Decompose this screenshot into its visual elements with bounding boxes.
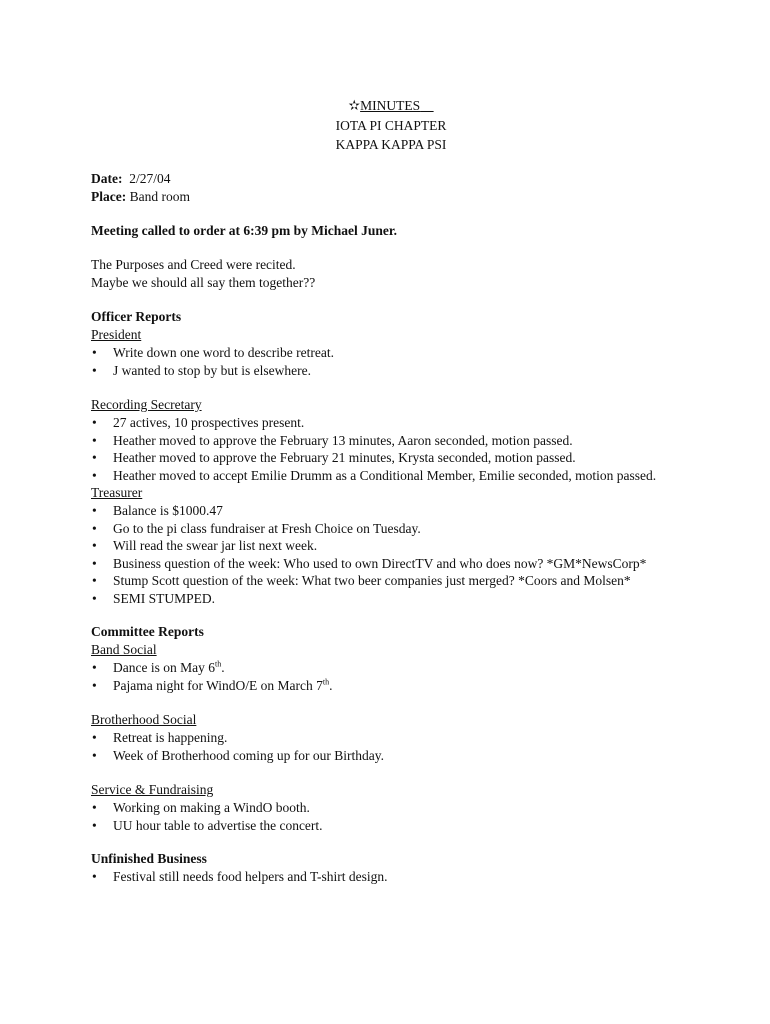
list-item: • Stump Scott question of the week: What two beer companies just merged? *Coors and Molsen*: [91, 572, 691, 590]
section-heading: Unfinished Business: [91, 851, 207, 866]
list-item: • Pajama night for WindO/E on March 7th.: [91, 677, 691, 695]
subsection-title: Treasurer: [91, 485, 143, 500]
section-heading: Officer Reports: [91, 309, 182, 324]
date-value: 2/27/04: [129, 171, 171, 186]
unfinished-business-section: [91, 850, 691, 886]
list-item: • Heather moved to approve the February 13 minutes, Aaron seconded, motion passed.: [91, 432, 691, 450]
call-to-order: Meeting called to order at 6:39 pm by Michael Juner.: [91, 223, 397, 238]
unfinished-business-list: [91, 868, 691, 886]
organization-name: KAPPA KAPPA PSI: [335, 137, 447, 152]
subsection-title: Brotherhood Social: [91, 712, 197, 727]
list-item: • Write down one word to describe retreat.: [91, 344, 691, 362]
intro-text: [91, 256, 691, 292]
list-item: • Go to the pi class fundraiser at Fresh Choice on Tuesday.: [91, 520, 691, 538]
intro-line: The Purposes and Creed were recited.: [91, 257, 296, 272]
subsection-title: Recording Secretary: [91, 397, 202, 412]
recording-secretary-list: [91, 414, 691, 484]
section-heading: Committee Reports: [91, 624, 204, 639]
list-item: • Heather moved to approve the February 21 minutes, Krysta seconded, motion passed.: [91, 449, 691, 467]
list-item: • Heather moved to accept Emilie Drumm as a Conditional Member, Emilie seconded, motion passed.: [91, 467, 691, 485]
subsection-title: Service & Fundraising: [91, 782, 214, 797]
date-label: Date:: [91, 171, 123, 186]
list-item: • Business question of the week: Who used to own DirectTV and who does now? *GM*NewsCorp*: [91, 555, 691, 573]
service-fundraising-list: [91, 799, 691, 834]
chapter-name: IOTA PI CHAPTER: [335, 118, 447, 133]
list-item: • Dance is on May 6th.: [91, 659, 691, 677]
president-list: [91, 344, 691, 379]
officer-reports-section: [91, 308, 691, 607]
list-item: • Balance is $1000.47: [91, 502, 691, 520]
document-page: [91, 96, 691, 886]
brotherhood-social-list: [91, 729, 691, 764]
list-item: • Working on making a WindO booth.: [91, 799, 691, 817]
list-item: • 27 actives, 10 prospectives present.: [91, 414, 691, 432]
list-item: • SEMI STUMPED.: [91, 590, 691, 608]
place-value: Band room: [129, 189, 190, 204]
meeting-meta: [91, 170, 691, 206]
place-line: [91, 188, 691, 206]
document-header: [91, 96, 691, 154]
band-social-list: [91, 659, 691, 694]
committee-reports-section: [91, 623, 691, 834]
document-title: MINUTES: [360, 98, 421, 113]
list-item: • UU hour table to advertise the concert.: [91, 817, 691, 835]
list-item: • Week of Brotherhood coming up for our Birthday.: [91, 747, 691, 765]
subsection-title: President: [91, 327, 142, 342]
list-item: • J wanted to stop by but is elsewhere.: [91, 362, 691, 380]
subsection-title: Band Social: [91, 642, 157, 657]
star-icon: ✫: [348, 99, 361, 114]
title-line: [91, 96, 691, 116]
place-label: Place:: [91, 189, 127, 204]
list-item: • Retreat is happening.: [91, 729, 691, 747]
intro-line: Maybe we should all say them together??: [91, 275, 316, 290]
treasurer-list: [91, 502, 691, 607]
date-line: [91, 170, 691, 188]
list-item: • Festival still needs food helpers and T-shirt design.: [91, 868, 691, 886]
list-item: • Will read the swear jar list next week.: [91, 537, 691, 555]
